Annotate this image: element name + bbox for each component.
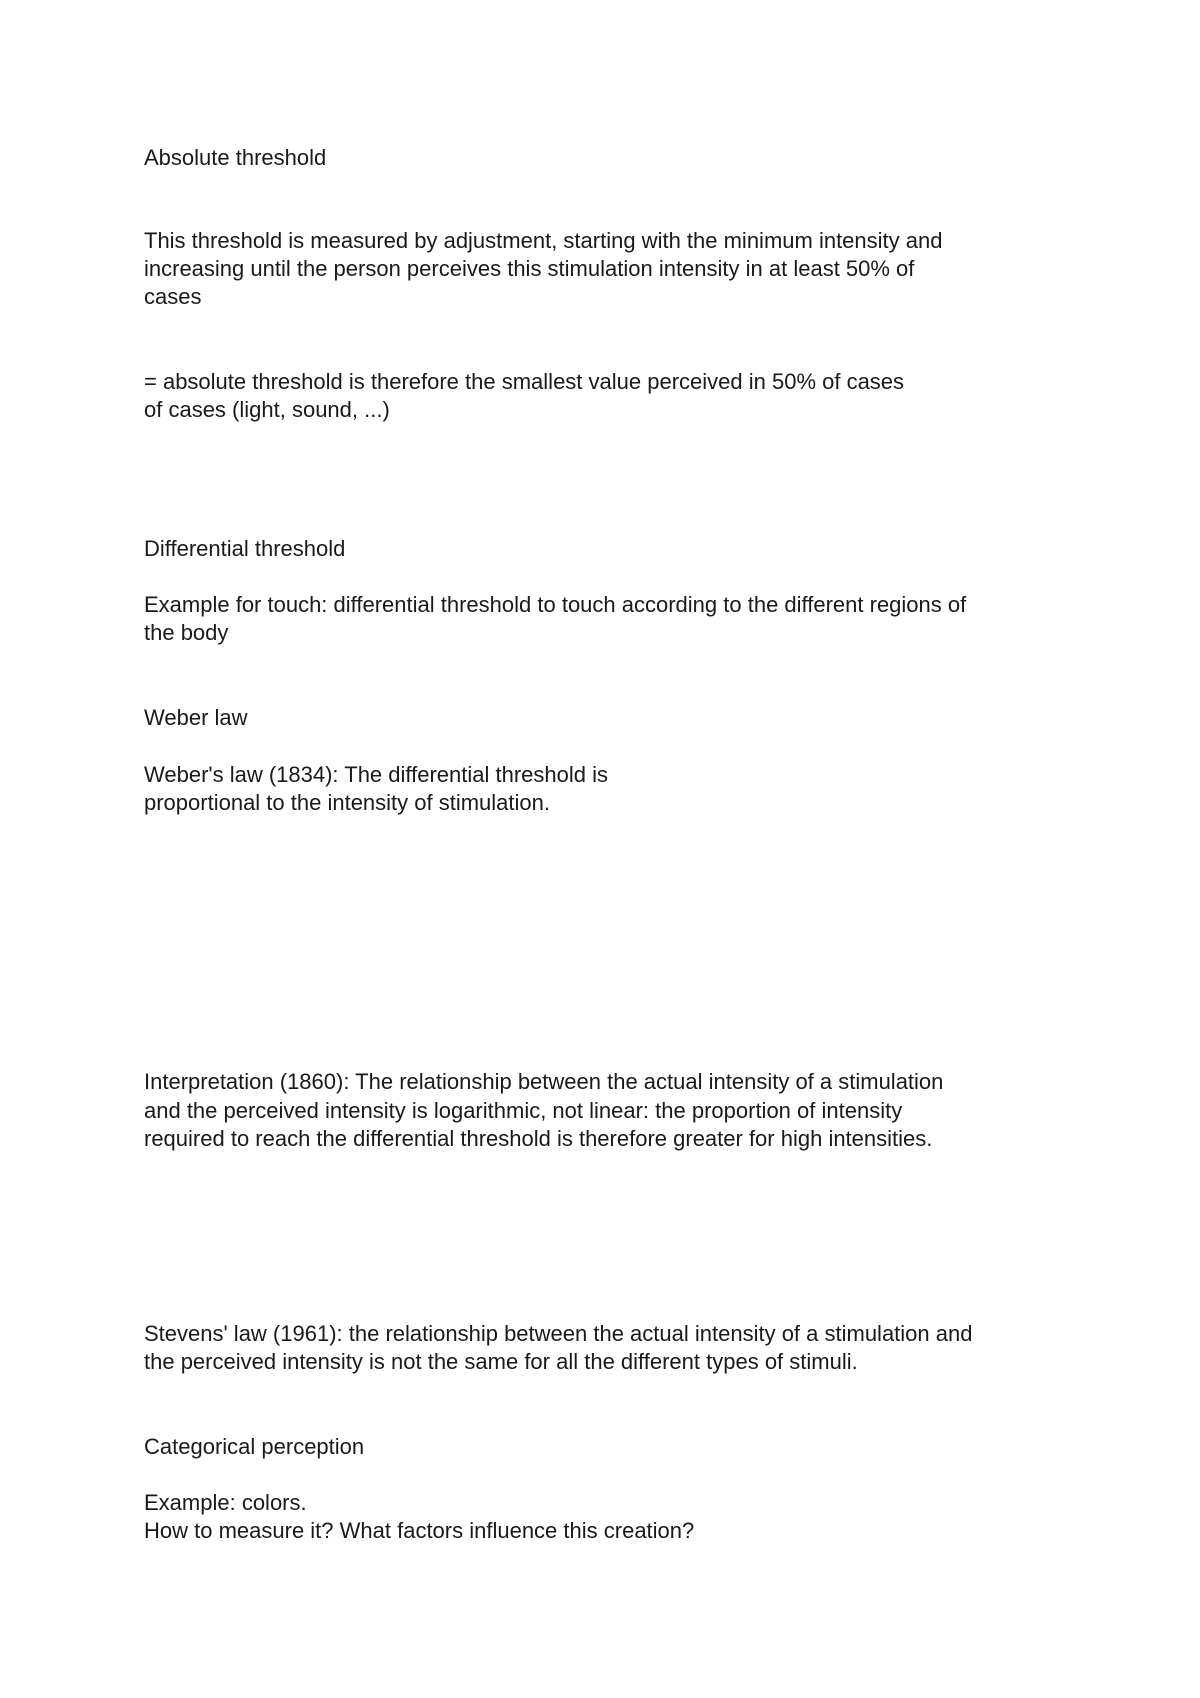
paragraph-line: cases <box>144 284 202 309</box>
paragraph-line: required to reach the differential threshold is therefore greater for high intensities. <box>144 1126 933 1151</box>
section-heading-weber-law: Weber law <box>144 705 248 730</box>
paragraph-line: Weber's law (1834): The differential threshold is <box>144 762 608 787</box>
paragraph-line: How to measure it? What factors influence this creation? <box>144 1518 695 1543</box>
paragraph-line: the perceived intensity is not the same for all the different types of stimuli. <box>144 1349 858 1374</box>
paragraph-line: Interpretation (1860): The relationship between the actual intensity of a stimulation <box>144 1069 944 1094</box>
paragraph-line: Stevens' law (1961): the relationship between the actual intensity of a stimulation and <box>144 1321 973 1346</box>
section-heading-differential-threshold: Differential threshold <box>144 536 346 561</box>
paragraph-line: increasing until the person perceives this stimulation intensity in at least 50% of <box>144 256 915 281</box>
section-heading-categorical-perception: Categorical perception <box>144 1434 365 1459</box>
paragraph-line: Example: colors. <box>144 1490 307 1515</box>
paragraph-line: This threshold is measured by adjustment, starting with the minimum intensity and <box>144 228 943 253</box>
definition-line: = absolute threshold is therefore the smallest value perceived in 50% of cases <box>144 369 905 394</box>
paragraph-line: proportional to the intensity of stimulation. <box>144 790 551 815</box>
paragraph-line: and the perceived intensity is logarithmic, not linear: the proportion of intensity <box>144 1098 903 1123</box>
paragraph-line: Example for touch: differential threshold to touch according to the different regions of <box>144 592 967 617</box>
paragraph-line: the body <box>144 620 229 645</box>
definition-line: of cases (light, sound, ...) <box>144 397 390 422</box>
section-heading-absolute-threshold: Absolute threshold <box>144 145 327 170</box>
